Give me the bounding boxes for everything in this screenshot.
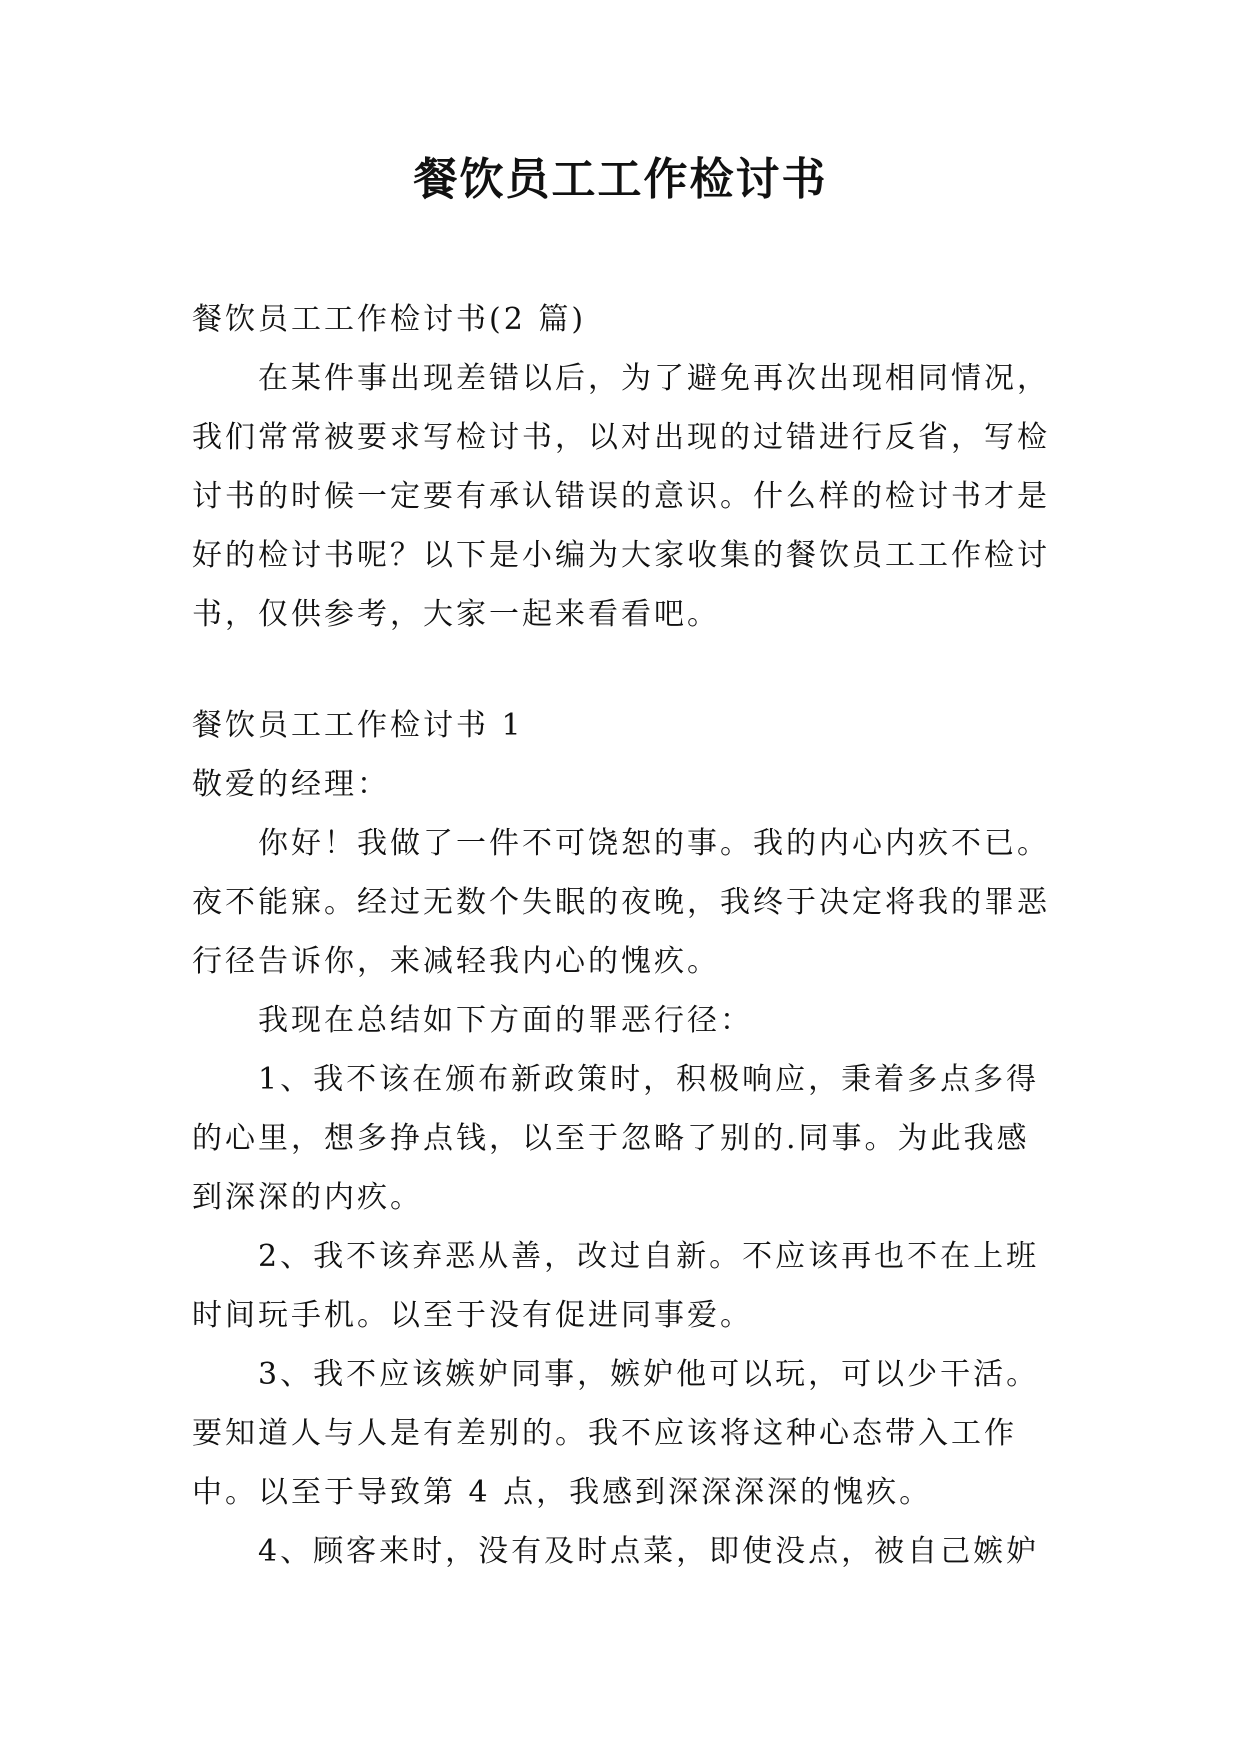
salutation: 敬爱的经理：: [192, 767, 390, 802]
section-title: 餐饮员工工作检讨书 1: [192, 708, 524, 743]
document-heading: 餐饮员工工作检讨书(2 篇): [192, 302, 587, 337]
list-item: 1、我不该在颁布新政策时，积极响应，秉着多点多得的心里，想多挣点钱，以至于忽略了别的.同事。为此我感到深深的内疚。: [192, 1062, 1040, 1215]
document-body: [192, 290, 1062, 1581]
list-item: 4、顾客来时，没有及时点菜，即使没点，被自己嫉妒: [258, 1534, 1040, 1569]
body-paragraph: 你好！我做了一件不可饶恕的事。我的内心内疚不已。夜不能寐。经过无数个失眠的夜晚，我终于决定将我的罪恶行径告诉你，来减轻我内心的愧疚。: [192, 826, 1050, 979]
list-item: 2、我不该弃恶从善，改过自新。不应该再也不在上班时间玩手机。以至于没有促进同事爱。: [192, 1239, 1040, 1333]
body-paragraph: 我现在总结如下方面的罪恶行径：: [258, 1003, 753, 1038]
intro-paragraph: 在某件事出现差错以后，为了避免再次出现相同情况，我们常常被要求写检讨书，以对出现的过错进行反省，写检讨书的时候一定要有承认错误的意识。什么样的检讨书才是好的检讨书呢？以下是小编为大家收集的餐饮员工工作检讨书，仅供参考，大家一起来看看吧。: [192, 361, 1050, 632]
document-title: 餐饮员工工作检讨书: [413, 154, 828, 205]
list-item: 3、我不应该嫉妒同事，嫉妒他可以玩，可以少干活。要知道人与人是有差别的。我不应该将这种心态带入工作中。以至于导致第 4 点，我感到深深深深的愧疚。: [192, 1357, 1040, 1510]
section-gap: [192, 644, 1062, 696]
